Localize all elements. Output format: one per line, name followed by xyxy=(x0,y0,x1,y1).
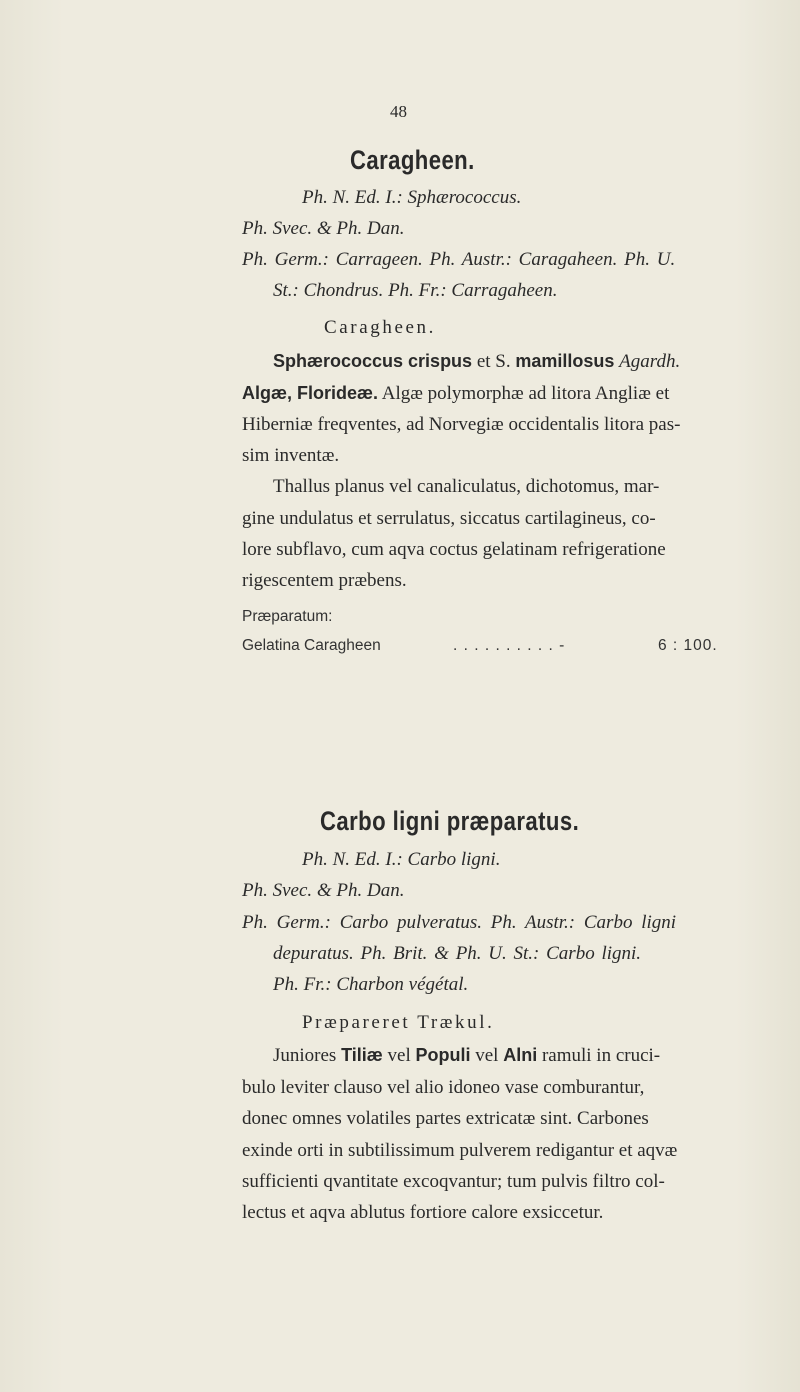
pharmacopoeia-ref: depuratus. Ph. Brit. & Ph. U. St.: Carbo ligni. xyxy=(273,943,642,964)
pharmacopoeia-ref: Ph. N. Ed. I.: Sphærococcus. xyxy=(302,187,522,208)
botanical-name: Sphærococcus crispus xyxy=(273,351,473,371)
preparation-ratio: 6 : 100. xyxy=(658,637,718,654)
page-number: 48 xyxy=(390,102,407,121)
description-line: sim inventæ. xyxy=(242,445,340,466)
tree-name: Tiliæ xyxy=(341,1045,383,1065)
description-line: lectus et aqva ablutus fortiore calore exsiccetur. xyxy=(242,1202,604,1223)
description-line: rigescentem præbens. xyxy=(242,570,407,591)
section-title-carbo-ligni: Carbo ligni præparatus. xyxy=(320,806,580,836)
preparation-label: Præparatum: xyxy=(242,608,333,625)
pharmacopoeia-ref: Ph. Fr.: Charbon végétal. xyxy=(273,974,469,995)
description-line: Sphærococcus crispus et S. mamillosus Agardh. xyxy=(273,351,681,372)
description-line: Thallus planus vel canaliculatus, dichotomus, mar- xyxy=(273,476,660,497)
description-line: bulo leviter clauso vel alio idoneo vase comburantur, xyxy=(242,1077,645,1098)
description-line: Hiberniæ freqventes, ad Norvegiæ occidentalis litora pas- xyxy=(242,414,681,435)
pharmacopoeia-ref: Ph. Svec. & Ph. Dan. xyxy=(242,218,405,239)
tree-name: Populi xyxy=(415,1045,471,1065)
leader-dots: . . . . . . . . . . - xyxy=(453,637,566,654)
pharmacopoeia-ref: Ph. Germ.: Carbo pulveratus. Ph. Austr.: Carbo ligni xyxy=(242,912,677,933)
danish-name: Caragheen. xyxy=(324,317,436,338)
description-line: exinde orti in subtilissimum pulverem redigantur et aqvæ xyxy=(242,1140,678,1161)
description-line: lore subflavo, cum aqva coctus gelatinam refrigeratione xyxy=(242,539,666,560)
pharmacopoeia-ref: St.: Chondrus. Ph. Fr.: Carragaheen. xyxy=(273,280,558,301)
pharmacopoeia-ref: Ph. Svec. & Ph. Dan. xyxy=(242,880,405,901)
preparation-item: Gelatina Caragheen xyxy=(242,637,381,654)
section-title-caragheen: Caragheen. xyxy=(350,145,475,175)
description-line: donec omnes volatiles partes extricatæ sint. Carbones xyxy=(242,1108,649,1129)
description-line: sufficienti qvantitate excoqvantur; tum pulvis filtro col- xyxy=(242,1171,665,1192)
description-line: gine undulatus et serrulatus, siccatus cartilagineus, co- xyxy=(242,508,656,529)
pharmacopoeia-ref: Ph. N. Ed. I.: Carbo ligni. xyxy=(302,849,501,870)
pharmacopoeia-ref: Ph. Germ.: Carrageen. Ph. Austr.: Caragaheen. Ph. U. xyxy=(242,249,676,270)
tree-name: Alni xyxy=(503,1045,538,1065)
family-name: Algæ, Florideæ. xyxy=(242,383,379,403)
author-name: Agardh. xyxy=(619,351,681,372)
description-line: Algæ, Florideæ. Algæ polymorphæ ad litora Angliæ et xyxy=(242,383,670,404)
danish-name: Præpareret Trækul. xyxy=(302,1012,495,1033)
description-line: Juniores Tiliæ vel Populi vel Alni ramuli in cruci- xyxy=(273,1045,661,1066)
botanical-name: mamillosus xyxy=(515,351,615,371)
